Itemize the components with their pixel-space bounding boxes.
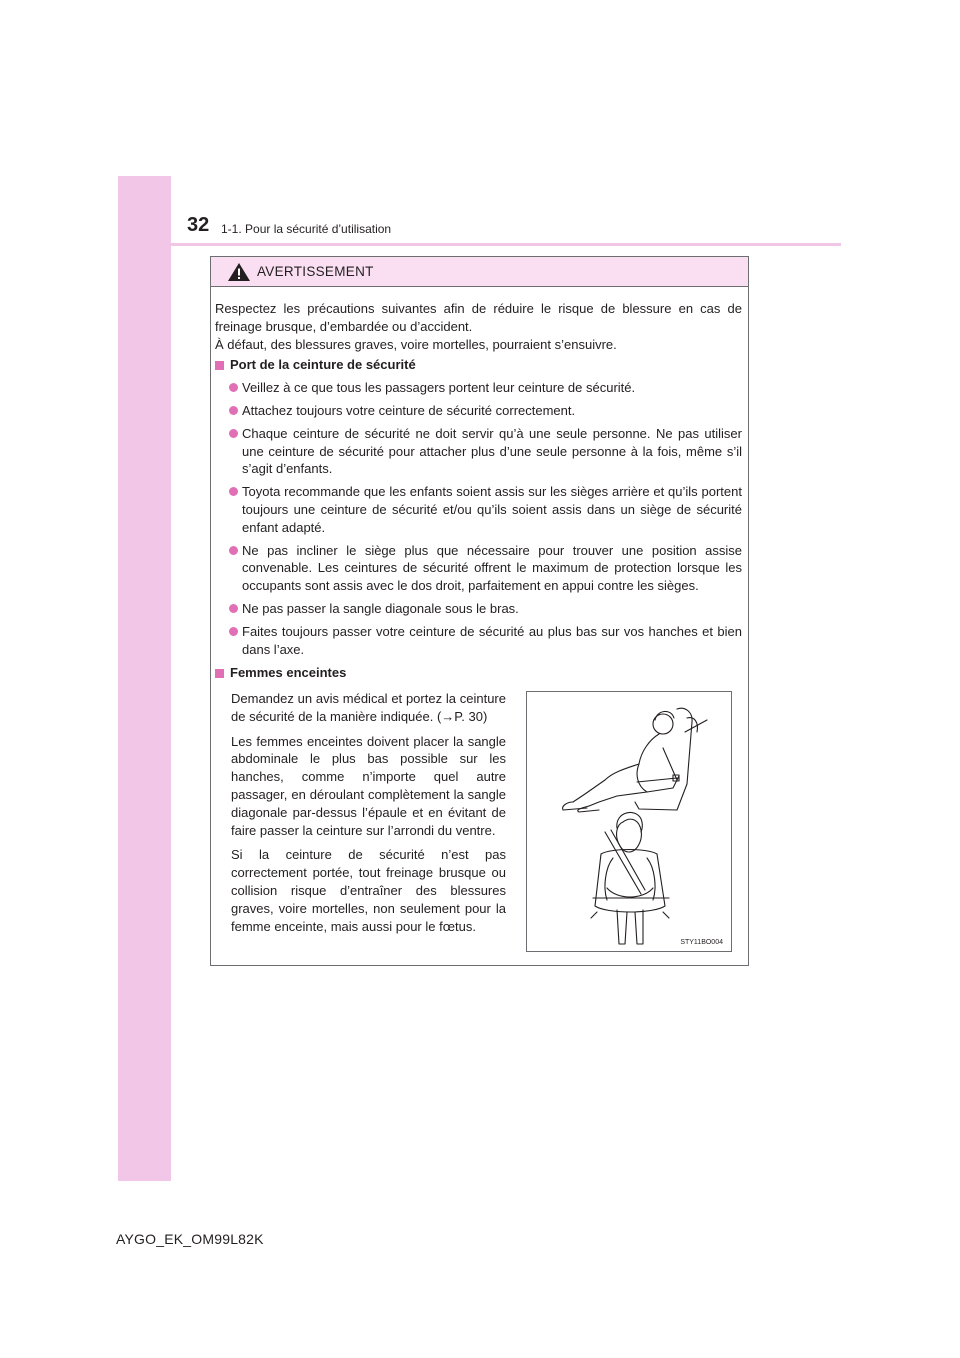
square-bullet-icon	[215, 361, 224, 370]
side-tab-strip	[118, 176, 171, 1181]
figure-code: STY11BO004	[680, 939, 723, 946]
list-item: Attachez toujours votre ceinture de sécurité correctement.	[215, 402, 742, 420]
section-heading-pregnant	[215, 664, 742, 682]
bullet-dot-icon	[229, 487, 238, 496]
bullet-dot-icon	[229, 383, 238, 392]
bullet-dot-icon	[229, 406, 238, 415]
list-item: Veillez à ce que tous les passagers portent leur ceinture de sécurité.	[215, 379, 742, 397]
list-item: Chaque ceinture de sécurité ne doit servir qu’à une seule personne. Ne pas utiliser une ceinture de sécurité pour attacher plus d’une seule personne à la fois, même s’il s’agit d’enfants.	[215, 425, 742, 478]
paragraph: Si la ceinture de sécurité n’est pas correctement portée, tout freinage brusque ou collision risque d’entraîner des blessures graves, voire mortelles, non seulement pour la femme enceinte, mais aussi pour le fœtus.	[231, 847, 506, 934]
pregnant-women-text	[231, 690, 506, 942]
paragraph: Demandez un avis médical et portez la ceinture de sécurité de la manière indiquée. (→P. 30)	[231, 691, 506, 724]
list-item: Ne pas incliner le siège plus que nécessaire pour trouver une position assise convenable. Les ceintures de sécurité offrent le maximum de protection lorsque les occupants sont assis avec le dos droit, parfaitement en appui contre les sièges.	[215, 542, 742, 595]
warning-content	[215, 300, 742, 682]
warning-title: AVERTISSEMENT	[257, 264, 374, 279]
warning-triangle-icon	[227, 262, 251, 282]
section-title: 1-1. Pour la sécurité d’utilisation	[221, 222, 392, 236]
list-item: Ne pas passer la sangle diagonale sous le bras.	[215, 600, 742, 618]
section-heading-label: Port de la ceinture de sécurité	[230, 357, 416, 373]
paragraph: Les femmes enceintes doivent placer la sangle abdominale le plus bas possible sur les hanches, comme n’importe quel autre passager, en déroulant complètement la sangle diagonale par-dessus l’épaule et en évitant de faire passer la ceinture sur l’arrondi du ventre.	[231, 733, 506, 838]
section-heading-seatbelt	[215, 356, 742, 374]
pregnant-seatbelt-illustration	[526, 691, 732, 952]
bullet-dot-icon	[229, 429, 238, 438]
illustration-drawing	[527, 692, 731, 951]
bullet-dot-icon	[229, 546, 238, 555]
bullet-dot-icon	[229, 604, 238, 613]
page-number: 32	[187, 214, 210, 236]
square-bullet-icon	[215, 669, 224, 678]
footer-doc-code: AYGO_EK_OM99L82K	[116, 1231, 264, 1247]
section-heading-label: Femmes enceintes	[230, 665, 347, 681]
header-rule	[171, 243, 841, 246]
warning-box	[210, 256, 749, 966]
list-item: Toyota recommande que les enfants soient assis sur les sièges arrière et qu’ils portent toujours une ceinture de sécurité et/ou qu’ils soient assis dans un siège de sécurité enfant adapté.	[215, 483, 742, 536]
bullet-dot-icon	[229, 627, 238, 636]
warning-header	[211, 257, 748, 287]
list-item: Faites toujours passer votre ceinture de sécurité au plus bas sur vos hanches et bien dans l’axe.	[215, 623, 742, 659]
intro-text: Respectez les précautions suivantes afin de réduire le risque de blessure en cas de freinage brusque, d’embardée ou d’accident.	[215, 301, 742, 334]
intro-text-2: À défaut, des blessures graves, voire mortelles, pourraient s’ensuivre.	[215, 336, 617, 352]
